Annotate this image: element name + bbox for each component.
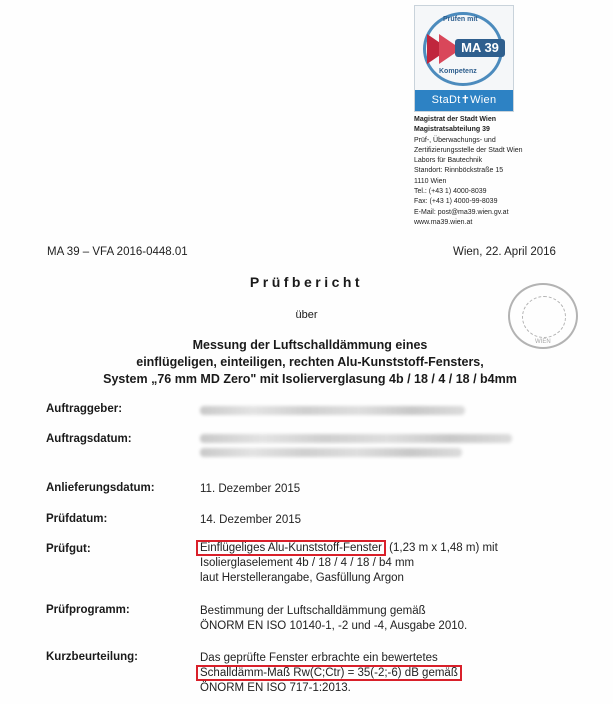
pruefgut-line: Isolierglaselement 4b / 18 / 4 / 18 / b4 mm [200, 557, 415, 569]
auftragsdatum-label: Auftragsdatum: [46, 433, 132, 445]
report-reference: MA 39 – VFA 2016-0448.01 [47, 246, 188, 258]
auftraggeber-label: Auftraggeber: [46, 403, 123, 415]
redacted-text [200, 434, 512, 443]
document-title: Prüfbericht [249, 274, 364, 290]
kurzbeurteilung-value [200, 651, 530, 696]
pruefgut-label: Prüfgut: [46, 543, 91, 555]
pruefdatum-label: Prüfdatum: [46, 513, 108, 525]
logo-ring-bottom-text: Kompetenz [439, 68, 477, 75]
address-line: www.ma39.wien.at [414, 218, 473, 226]
address-line: Standort: Rinnböckstraße 15 [414, 167, 504, 175]
pruefprogramm-value [200, 604, 530, 634]
address-line: Prüf-, Überwachungs- und [414, 136, 496, 144]
ma39-logo [414, 5, 514, 112]
pruefgut-line [200, 541, 530, 556]
stamp-text: WIEN [535, 339, 551, 345]
address-line: Labors für Bautechnik [414, 157, 483, 165]
kurzbeurteilung-highlight: Schalldämm-Maß Rw(C;Ctr) = 35(-2;-6) dB gemäß [196, 665, 462, 681]
pruefprogramm-label: Prüfprogramm: [46, 604, 130, 616]
kurzbeurteilung-label: Kurzbeurteilung: [46, 651, 138, 663]
pruefgut-value [200, 541, 530, 586]
kurzbeurteilung-line: Das geprüfte Fenster erbrachte ein bewertetes [200, 652, 438, 664]
anlieferungsdatum-label: Anlieferungsdatum: [46, 482, 155, 494]
address-line: Zertifizierungsstelle der Stadt Wien [414, 146, 523, 154]
kurzbeurteilung-line: ÖNORM EN ISO 717-1:2013. [200, 682, 351, 694]
subject-line: einflügeligen, einteiligen, rechten Alu-Kunststoff-Fensters, [136, 355, 484, 369]
logo-ring-top-text: Prüfen mit [443, 16, 478, 23]
kurzbeurteilung-line [200, 666, 530, 681]
logo-emblem [415, 6, 513, 90]
anlieferungsdatum-value: 11. Dezember 2015 [200, 483, 301, 495]
pruefgut-line: laut Herstellerangabe, Gasfüllung Argon [200, 572, 404, 584]
subject-line: Messung der Luftschalldämmung eines [192, 338, 428, 352]
address-line: 1110 Wien [414, 177, 447, 185]
sender-address [414, 115, 523, 228]
address-line: Tel.: (+43 1) 4000-8039 [414, 188, 487, 196]
pruefgut-highlight: Einflügeliges Alu-Kunststoff-Fenster [196, 540, 386, 556]
logo-city-bar: StaDt✝Wien [415, 90, 513, 111]
redacted-text [200, 406, 465, 415]
address-line: Magistratsabteilung 39 [414, 126, 490, 134]
pruefprogramm-line: Bestimmung der Luftschalldämmung gemäß [200, 605, 426, 617]
auftragsdatum-value-redacted [200, 431, 520, 462]
pruefprogramm-line: ÖNORM EN ISO 10140-1, -2 und -4, Ausgabe 2010. [200, 620, 468, 632]
logo-code: MA 39 [455, 39, 505, 57]
address-line: Fax: (+43 1) 4000-99-8039 [414, 198, 498, 206]
address-line: E-Mail: post@ma39.wien.gv.at [414, 208, 509, 216]
document-subject [60, 337, 560, 388]
address-line: Magistrat der Stadt Wien [414, 116, 497, 123]
auftraggeber-value-redacted [200, 403, 470, 420]
pruefdatum-value: 14. Dezember 2015 [200, 514, 302, 526]
document-about: über [295, 309, 318, 321]
subject-line: System „76 mm MD Zero" mit Isolierverglasung 4b / 18 / 4 / 18 / b4mm [103, 372, 517, 386]
pruefgut-dimensions: (1,23 m x 1,48 m) mit [389, 542, 498, 554]
redacted-text [200, 448, 462, 457]
report-date: Wien, 22. April 2016 [453, 246, 556, 258]
